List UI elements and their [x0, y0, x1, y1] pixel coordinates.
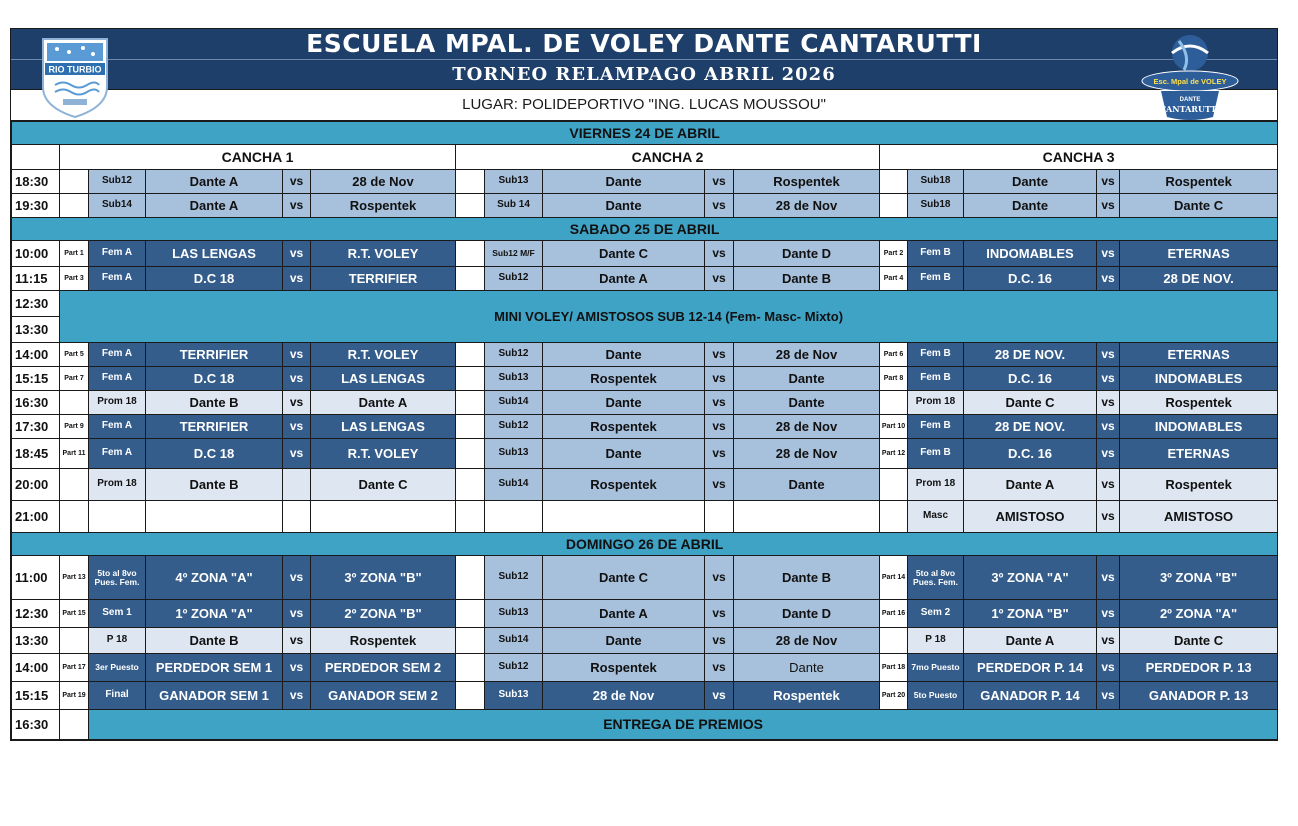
team-b-cell: 28 de Nov [734, 415, 880, 439]
vs-cell: vs [1097, 194, 1120, 218]
vs-cell: vs [1097, 556, 1120, 600]
part-label [880, 628, 908, 654]
category-cell: Fem A [89, 367, 146, 391]
rio-turbio-logo [29, 35, 121, 119]
table-row [12, 600, 1278, 628]
time-cell: 11:00 [12, 556, 60, 600]
part-label: Part 2 [880, 241, 908, 267]
team-b-cell: PERDEDOR SEM 2 [311, 654, 456, 682]
part-label [456, 439, 485, 469]
vs-cell: vs [1097, 469, 1120, 501]
time-cell: 10:00 [12, 241, 60, 267]
team-b-cell: GANADOR P. 13 [1120, 682, 1278, 710]
team-a-cell: Dante [543, 391, 705, 415]
vs-cell: vs [1097, 682, 1120, 710]
part-label [456, 628, 485, 654]
team-b-cell: Dante B [734, 556, 880, 600]
time-cell: 12:30 [12, 291, 60, 317]
vs-cell: vs [1097, 343, 1120, 367]
vs-cell: vs [1097, 367, 1120, 391]
category-cell: Prom 18 [89, 469, 146, 501]
vs-cell: vs [705, 439, 734, 469]
time-cell: 14:00 [12, 654, 60, 682]
team-b-cell: ETERNAS [1120, 241, 1278, 267]
team-a-cell: Rospentek [543, 469, 705, 501]
logo-right-line2: DANTE [1179, 97, 1201, 103]
vs-cell: vs [705, 367, 734, 391]
table-row [12, 194, 1278, 218]
table-row [12, 367, 1278, 391]
part-label [456, 556, 485, 600]
part-label [60, 391, 89, 415]
team-b-cell: R.T. VOLEY [311, 343, 456, 367]
table-row [12, 501, 1278, 533]
logo-right-line3: CANTARUTTI [1159, 104, 1221, 114]
table-row [12, 469, 1278, 501]
sheet-title: ESCUELA MPAL. DE VOLEY DANTE CANTARUTTI [11, 29, 1277, 59]
team-a-cell: Dante C [543, 556, 705, 600]
prize-banner: ENTREGA DE PREMIOS [89, 710, 1278, 740]
vs-cell: vs [283, 628, 311, 654]
team-b-cell: Dante [734, 367, 880, 391]
team-b-cell: Rospentek [311, 628, 456, 654]
team-a-cell: Dante B [146, 391, 283, 415]
team-b-cell: Dante [734, 469, 880, 501]
part-label: Part 19 [60, 682, 89, 710]
vs-cell: vs [705, 170, 734, 194]
vs-cell: vs [283, 682, 311, 710]
vs-cell: vs [705, 628, 734, 654]
category-cell: 3er Puesto [89, 654, 146, 682]
team-b-cell: INDOMABLES [1120, 415, 1278, 439]
table-row [12, 682, 1278, 710]
team-a-cell: GANADOR SEM 1 [146, 682, 283, 710]
category-cell: Fem B [908, 439, 964, 469]
sheet-location: LUGAR: POLIDEPORTIVO "ING. LUCAS MOUSSOU" [11, 89, 1277, 120]
vs-cell: vs [283, 439, 311, 469]
team-b-cell: ETERNAS [1120, 343, 1278, 367]
category-cell: Fem A [89, 343, 146, 367]
category-cell: Prom 18 [908, 391, 964, 415]
vs-cell: vs [283, 170, 311, 194]
vs-cell: vs [283, 343, 311, 367]
team-a-cell: 28 de Nov [543, 682, 705, 710]
category-cell: Sub12 [485, 267, 543, 291]
table-row [12, 170, 1278, 194]
team-b-cell: 28 de Nov [734, 439, 880, 469]
category-cell: Fem B [908, 241, 964, 267]
team-b-cell: Dante D [734, 600, 880, 628]
team-b-cell: 28 de Nov [734, 343, 880, 367]
team-b-cell: Dante C [1120, 194, 1278, 218]
category-cell: Sub13 [485, 439, 543, 469]
team-b-cell: R.T. VOLEY [311, 439, 456, 469]
sheet-header [11, 29, 1277, 121]
category-cell: Fem A [89, 415, 146, 439]
category-cell: Prom 18 [908, 469, 964, 501]
team-a-cell: Dante A [964, 469, 1097, 501]
part-label [880, 170, 908, 194]
category-cell: Prom 18 [89, 391, 146, 415]
part-label: Part 8 [880, 367, 908, 391]
court-header: CANCHA 2 [456, 145, 880, 170]
part-label [456, 682, 485, 710]
table-row [12, 556, 1278, 600]
part-label [456, 600, 485, 628]
team-a-cell: Dante A [543, 267, 705, 291]
time-cell: 13:30 [12, 628, 60, 654]
category-cell: Fem B [908, 267, 964, 291]
team-a-cell: D.C 18 [146, 367, 283, 391]
team-b-cell: Dante B [734, 267, 880, 291]
team-a-cell: PERDEDOR SEM 1 [146, 654, 283, 682]
team-b-cell: Dante [734, 654, 880, 682]
team-b-cell: Dante A [311, 391, 456, 415]
part-label [880, 501, 908, 533]
table-row [12, 391, 1278, 415]
team-a-cell: TERRIFIER [146, 343, 283, 367]
vs-cell: vs [283, 241, 311, 267]
vs-cell: vs [1097, 391, 1120, 415]
category-cell: Sub12 [485, 343, 543, 367]
part-label [456, 170, 485, 194]
team-b-cell: Rospentek [734, 170, 880, 194]
vs-cell: vs [1097, 241, 1120, 267]
category-cell: Sem 1 [89, 600, 146, 628]
part-label: Part 1 [60, 241, 89, 267]
team-b-cell: 28 de Nov [734, 628, 880, 654]
category-cell: Fem B [908, 415, 964, 439]
category-cell: 5to Puesto [908, 682, 964, 710]
table-row [12, 439, 1278, 469]
vs-cell: vs [1097, 600, 1120, 628]
category-cell: Sub14 [485, 391, 543, 415]
court-header: CANCHA 3 [880, 145, 1278, 170]
team-a-cell: 28 DE NOV. [964, 415, 1097, 439]
team-a-cell: D.C. 16 [964, 367, 1097, 391]
escuela-voley-logo [1139, 31, 1241, 123]
category-cell: Sub12 M/F [485, 241, 543, 267]
part-label: Part 18 [880, 654, 908, 682]
part-label [456, 367, 485, 391]
team-b-cell: LAS LENGAS [311, 415, 456, 439]
vs-cell: vs [283, 367, 311, 391]
vs-cell: vs [705, 600, 734, 628]
team-b-cell: Rospentek [1120, 469, 1278, 501]
part-label: Part 7 [60, 367, 89, 391]
category-cell: Final [89, 682, 146, 710]
category-cell: Sub12 [485, 415, 543, 439]
category-cell: Sub14 [485, 469, 543, 501]
vs-cell: vs [705, 415, 734, 439]
team-b-cell: Rospentek [734, 682, 880, 710]
part-label [60, 628, 89, 654]
time-cell: 20:00 [12, 469, 60, 501]
time-cell: 15:15 [12, 682, 60, 710]
category-cell: 7mo Puesto [908, 654, 964, 682]
part-label: Part 20 [880, 682, 908, 710]
table-row [12, 267, 1278, 291]
vs-cell: vs [283, 415, 311, 439]
team-a-cell: Dante [543, 170, 705, 194]
team-b-cell: ETERNAS [1120, 439, 1278, 469]
team-b-cell: 3º ZONA "B" [1120, 556, 1278, 600]
vs-cell [705, 501, 734, 533]
team-b-cell: Dante C [311, 469, 456, 501]
vs-cell: vs [705, 241, 734, 267]
team-b-cell: 28 DE NOV. [1120, 267, 1278, 291]
schedule-table [11, 121, 1278, 740]
table-row [12, 241, 1278, 267]
part-label [880, 469, 908, 501]
category-cell [485, 501, 543, 533]
time-cell: 11:15 [12, 267, 60, 291]
team-a-cell: PERDEDOR P. 14 [964, 654, 1097, 682]
table-row [12, 628, 1278, 654]
team-b-cell: 2º ZONA "B" [311, 600, 456, 628]
vs-cell: vs [283, 267, 311, 291]
category-cell: 5to al 8vo Pues. Fem. [908, 556, 964, 600]
vs-cell [283, 501, 311, 533]
team-a-cell: 1º ZONA "B" [964, 600, 1097, 628]
team-a-cell: LAS LENGAS [146, 241, 283, 267]
team-a-cell: Dante A [146, 194, 283, 218]
court-header: CANCHA 1 [60, 145, 456, 170]
team-b-cell: Rospentek [1120, 391, 1278, 415]
team-b-cell: INDOMABLES [1120, 367, 1278, 391]
part-label [456, 194, 485, 218]
part-label: Part 9 [60, 415, 89, 439]
part-label: Part 4 [880, 267, 908, 291]
table-row [12, 710, 1278, 740]
vs-cell: vs [705, 469, 734, 501]
team-a-cell: GANADOR P. 14 [964, 682, 1097, 710]
category-cell: Sub12 [89, 170, 146, 194]
vs-cell: vs [283, 391, 311, 415]
logo-left-text: RIO TURBIO [48, 64, 102, 75]
team-a-cell: Dante C [964, 391, 1097, 415]
part-label [456, 241, 485, 267]
day-header: DOMINGO 26 DE ABRIL [12, 533, 1278, 556]
team-a-cell: Rospentek [543, 654, 705, 682]
part-label [60, 170, 89, 194]
team-a-cell: 3º ZONA "A" [964, 556, 1097, 600]
time-cell: 14:00 [12, 343, 60, 367]
team-b-cell: Dante C [1120, 628, 1278, 654]
team-b-cell: LAS LENGAS [311, 367, 456, 391]
vs-cell: vs [283, 654, 311, 682]
team-a-cell: D.C. 16 [964, 439, 1097, 469]
team-a-cell: Dante [543, 343, 705, 367]
vs-cell: vs [705, 556, 734, 600]
team-a-cell: Rospentek [543, 415, 705, 439]
team-a-cell: Dante [543, 439, 705, 469]
part-label [60, 710, 89, 740]
category-cell: Sub13 [485, 170, 543, 194]
category-cell: P 18 [89, 628, 146, 654]
time-cell: 18:45 [12, 439, 60, 469]
category-cell: Fem A [89, 241, 146, 267]
time-cell: 16:30 [12, 710, 60, 740]
team-a-cell: Dante A [543, 600, 705, 628]
team-b-cell: GANADOR SEM 2 [311, 682, 456, 710]
vs-cell: vs [1097, 501, 1120, 533]
vs-cell: vs [705, 391, 734, 415]
mini-voley-banner: MINI VOLEY/ AMISTOSOS SUB 12-14 (Fem- Masc- Mixto) [60, 291, 1278, 343]
team-a-cell: Dante [543, 194, 705, 218]
team-b-cell [734, 501, 880, 533]
part-label: Part 11 [60, 439, 89, 469]
category-cell: Sub12 [485, 654, 543, 682]
category-cell [89, 501, 146, 533]
vs-cell: vs [1097, 439, 1120, 469]
part-label [880, 194, 908, 218]
part-label [456, 343, 485, 367]
court-header-blank [12, 145, 60, 170]
tournament-sheet [10, 28, 1278, 741]
part-label: Part 17 [60, 654, 89, 682]
team-b-cell: Rospentek [311, 194, 456, 218]
team-a-cell: Dante A [146, 170, 283, 194]
part-label: Part 3 [60, 267, 89, 291]
team-a-cell: Dante B [146, 469, 283, 501]
team-a-cell: Dante [964, 194, 1097, 218]
team-a-cell: INDOMABLES [964, 241, 1097, 267]
team-b-cell [311, 501, 456, 533]
team-b-cell: TERRIFIER [311, 267, 456, 291]
vs-cell: vs [705, 682, 734, 710]
vs-cell: vs [283, 600, 311, 628]
table-row [12, 654, 1278, 682]
team-a-cell: D.C. 16 [964, 267, 1097, 291]
time-cell: 21:00 [12, 501, 60, 533]
category-cell: Sub12 [485, 556, 543, 600]
logo-right-line1: Esc. Mpal de VOLEY [1153, 77, 1227, 86]
team-b-cell: AMISTOSO [1120, 501, 1278, 533]
time-cell: 19:30 [12, 194, 60, 218]
time-cell: 12:30 [12, 600, 60, 628]
table-row [12, 291, 1278, 317]
part-label [456, 391, 485, 415]
vs-cell: vs [705, 267, 734, 291]
team-b-cell: R.T. VOLEY [311, 241, 456, 267]
vs-cell: vs [283, 194, 311, 218]
category-cell: Fem B [908, 343, 964, 367]
part-label [60, 501, 89, 533]
part-label [456, 501, 485, 533]
part-label [880, 391, 908, 415]
category-cell: Fem B [908, 367, 964, 391]
team-a-cell [543, 501, 705, 533]
time-cell: 18:30 [12, 170, 60, 194]
team-b-cell: Dante D [734, 241, 880, 267]
part-label [60, 194, 89, 218]
category-cell: Sub18 [908, 170, 964, 194]
category-cell: 5to al 8vo Pues. Fem. [89, 556, 146, 600]
vs-cell: vs [705, 194, 734, 218]
category-cell: Fem A [89, 267, 146, 291]
team-a-cell: Dante [964, 170, 1097, 194]
team-a-cell: 1º ZONA "A" [146, 600, 283, 628]
part-label [456, 267, 485, 291]
category-cell: Sub18 [908, 194, 964, 218]
part-label: Part 14 [880, 556, 908, 600]
part-label [456, 415, 485, 439]
team-b-cell: 28 de Nov [311, 170, 456, 194]
part-label [456, 654, 485, 682]
team-b-cell: 28 de Nov [734, 194, 880, 218]
team-b-cell: 2º ZONA "A" [1120, 600, 1278, 628]
vs-cell: vs [705, 343, 734, 367]
team-a-cell: Rospentek [543, 367, 705, 391]
category-cell: Masc [908, 501, 964, 533]
part-label: Part 10 [880, 415, 908, 439]
part-label: Part 6 [880, 343, 908, 367]
team-a-cell: D.C 18 [146, 439, 283, 469]
category-cell: Sub14 [89, 194, 146, 218]
category-cell: Fem A [89, 439, 146, 469]
part-label: Part 13 [60, 556, 89, 600]
part-label [60, 469, 89, 501]
team-b-cell: PERDEDOR P. 13 [1120, 654, 1278, 682]
team-a-cell [146, 501, 283, 533]
part-label: Part 15 [60, 600, 89, 628]
team-b-cell: Dante [734, 391, 880, 415]
team-a-cell: Dante A [964, 628, 1097, 654]
vs-cell: vs [705, 654, 734, 682]
team-a-cell: 28 DE NOV. [964, 343, 1097, 367]
part-label: Part 5 [60, 343, 89, 367]
category-cell: Sub14 [485, 628, 543, 654]
table-row [12, 415, 1278, 439]
category-cell: P 18 [908, 628, 964, 654]
vs-cell [283, 469, 311, 501]
category-cell: Sub 14 [485, 194, 543, 218]
vs-cell: vs [283, 556, 311, 600]
team-a-cell: Dante C [543, 241, 705, 267]
vs-cell: vs [1097, 654, 1120, 682]
team-a-cell: 4º ZONA "A" [146, 556, 283, 600]
team-b-cell: Rospentek [1120, 170, 1278, 194]
table-row [12, 343, 1278, 367]
team-a-cell: D.C 18 [146, 267, 283, 291]
part-label: Part 12 [880, 439, 908, 469]
team-a-cell: Dante B [146, 628, 283, 654]
time-cell: 16:30 [12, 391, 60, 415]
part-label [456, 469, 485, 501]
vs-cell: vs [1097, 415, 1120, 439]
team-a-cell: Dante [543, 628, 705, 654]
category-cell: Sub13 [485, 600, 543, 628]
vs-cell: vs [1097, 267, 1120, 291]
sheet-subtitle: TORNEO RELAMPAGO ABRIL 2026 [11, 59, 1277, 89]
time-cell: 15:15 [12, 367, 60, 391]
day-header: SABADO 25 DE ABRIL [12, 218, 1278, 241]
category-cell: Sub13 [485, 367, 543, 391]
time-cell: 13:30 [12, 317, 60, 343]
vs-cell: vs [1097, 170, 1120, 194]
category-cell: Sem 2 [908, 600, 964, 628]
day-header: VIERNES 24 DE ABRIL [12, 122, 1278, 145]
time-cell: 17:30 [12, 415, 60, 439]
team-a-cell: AMISTOSO [964, 501, 1097, 533]
team-b-cell: 3º ZONA "B" [311, 556, 456, 600]
category-cell: Sub13 [485, 682, 543, 710]
team-a-cell: TERRIFIER [146, 415, 283, 439]
part-label: Part 16 [880, 600, 908, 628]
vs-cell: vs [1097, 628, 1120, 654]
